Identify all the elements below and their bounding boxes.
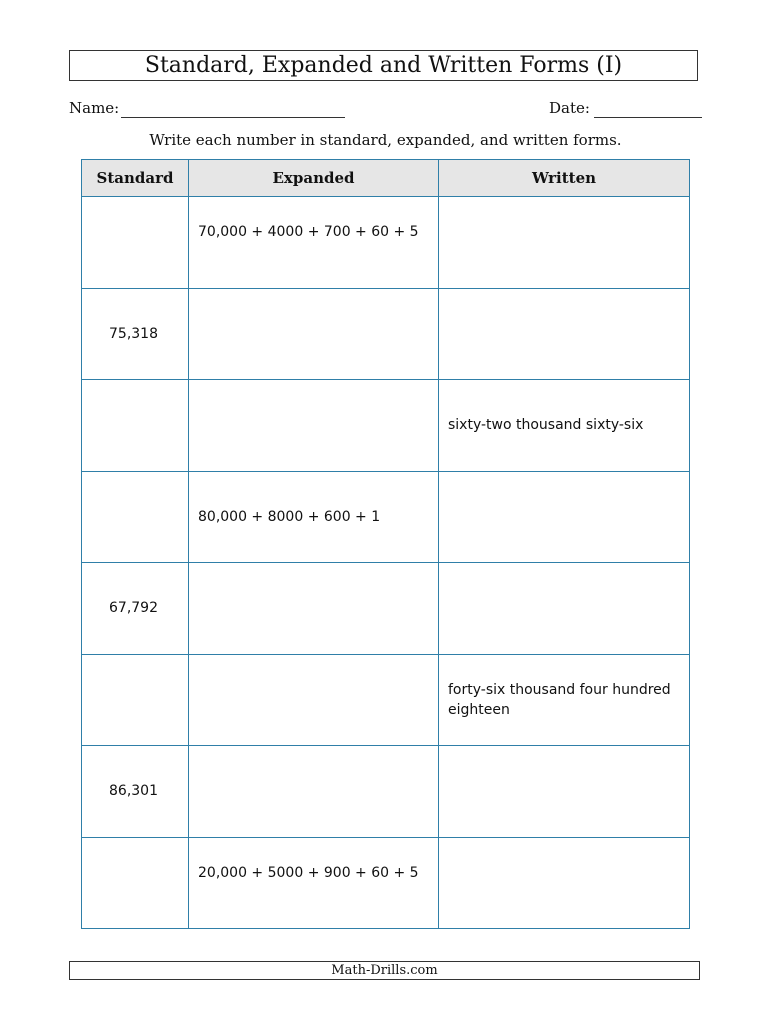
written-cell[interactable] <box>439 563 690 655</box>
footer-site-name: Math-Drills.com <box>331 963 438 978</box>
table-row <box>82 746 690 838</box>
expanded-cell[interactable]: 80,000 + 8000 + 600 + 1 <box>189 471 439 563</box>
date-blank-line[interactable] <box>594 117 702 118</box>
expanded-cell[interactable] <box>189 563 439 655</box>
expanded-cell[interactable]: 20,000 + 5000 + 900 + 60 + 5 <box>189 837 439 929</box>
name-date-row <box>69 97 702 121</box>
table-header-row <box>82 160 690 197</box>
header-expanded: Expanded <box>189 160 439 197</box>
written-cell[interactable]: forty-six thousand four hundred eighteen <box>439 654 690 746</box>
table-row <box>82 654 690 746</box>
expanded-cell[interactable] <box>189 654 439 746</box>
table-row <box>82 288 690 380</box>
name-label: Name: <box>69 99 120 117</box>
table-row <box>82 380 690 472</box>
expanded-cell[interactable] <box>189 380 439 472</box>
worksheet-title-box <box>69 50 698 81</box>
written-cell[interactable] <box>439 471 690 563</box>
written-cell[interactable] <box>439 197 690 289</box>
name-blank-line[interactable] <box>121 117 345 118</box>
expanded-cell[interactable] <box>189 288 439 380</box>
table-row <box>82 471 690 563</box>
instructions: Write each number in standard, expanded, and written forms. <box>149 131 622 149</box>
standard-cell[interactable] <box>82 654 189 746</box>
header-standard: Standard <box>82 160 189 197</box>
expanded-cell[interactable]: 70,000 + 4000 + 700 + 60 + 5 <box>189 197 439 289</box>
worksheet-title: Standard, Expanded and Written Forms (I) <box>144 53 623 78</box>
table-row <box>82 197 690 289</box>
written-cell[interactable]: sixty-two thousand sixty-six <box>439 380 690 472</box>
written-cell[interactable] <box>439 746 690 838</box>
expanded-cell[interactable] <box>189 746 439 838</box>
written-cell[interactable] <box>439 837 690 929</box>
standard-cell[interactable]: 67,792 <box>82 563 189 655</box>
date-label: Date: <box>549 99 590 117</box>
written-cell[interactable] <box>439 288 690 380</box>
standard-cell[interactable] <box>82 837 189 929</box>
worksheet-table <box>81 159 690 929</box>
header-written: Written <box>439 160 690 197</box>
footer <box>69 961 700 980</box>
standard-cell[interactable] <box>82 197 189 289</box>
table-row <box>82 837 690 929</box>
standard-cell[interactable]: 86,301 <box>82 746 189 838</box>
table-row <box>82 563 690 655</box>
standard-cell[interactable] <box>82 380 189 472</box>
standard-cell[interactable]: 75,318 <box>82 288 189 380</box>
standard-cell[interactable] <box>82 471 189 563</box>
